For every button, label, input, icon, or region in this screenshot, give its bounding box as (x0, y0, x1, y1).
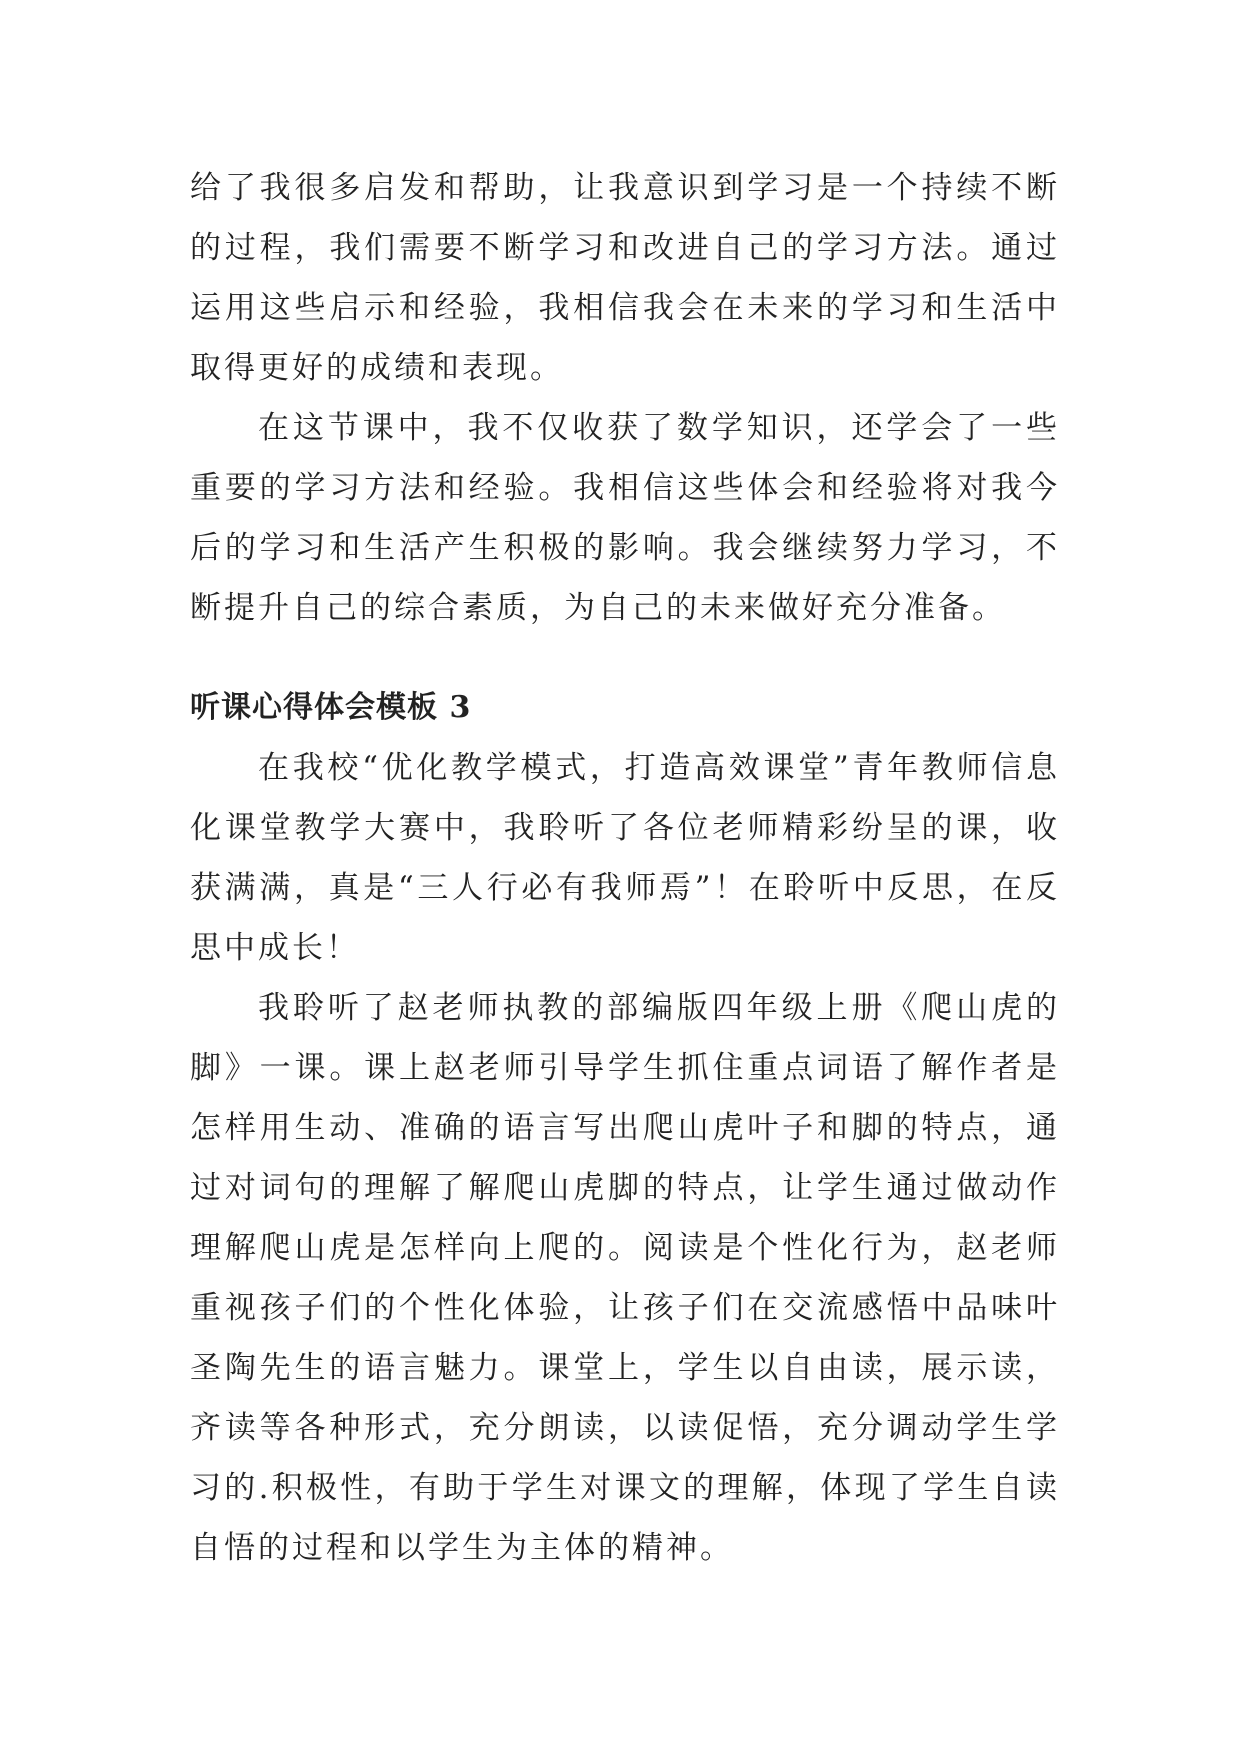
paragraph-4: 我聆听了赵老师执教的部编版四年级上册《爬山虎的脚》一课。课上赵老师引导学生抓住重点词语了解作者是怎样用生动、准确的语言写出爬山虎叶子和脚的特点，通过对词句的理解了解爬山虎脚的特点，让学生通过做动作理解爬山虎是怎样向上爬的。阅读是个性化行为，赵老师重视孩子们的个性化体验，让孩子们在交流感悟中品味叶圣陶先生的语言魅力。课堂上，学生以自由读，展示读，齐读等各种形式，充分朗读，以读促悟，充分调动学生学习的.积极性，有助于学生对课文的理解，体现了学生自读自悟的过程和以学生为主体的精神。 (190, 990, 1060, 1566)
paragraph-2: 在这节课中，我不仅收获了数学知识，还学会了一些重要的学习方法和经验。我相信这些体会和经验将对我今后的学习和生活产生积极的影响。我会继续努力学习，不断提升自己的综合素质，为自己的未来做好充分准备。 (190, 410, 1060, 626)
paragraph-1: 给了我很多启发和帮助，让我意识到学习是一个持续不断的过程，我们需要不断学习和改进自己的学习方法。通过运用这些启示和经验，我相信我会在未来的学习和生活中取得更好的成绩和表现。 (190, 170, 1060, 386)
section-heading: 听课心得体会模板 3 (190, 690, 472, 725)
document-body (190, 158, 1060, 1578)
paragraph-3: 在我校“优化教学模式，打造高效课堂”青年教师信息化课堂教学大赛中，我聆听了各位老师精彩纷呈的课，收获满满，真是“三人行必有我师焉”！在聆听中反思，在反思中成长！ (190, 750, 1060, 966)
